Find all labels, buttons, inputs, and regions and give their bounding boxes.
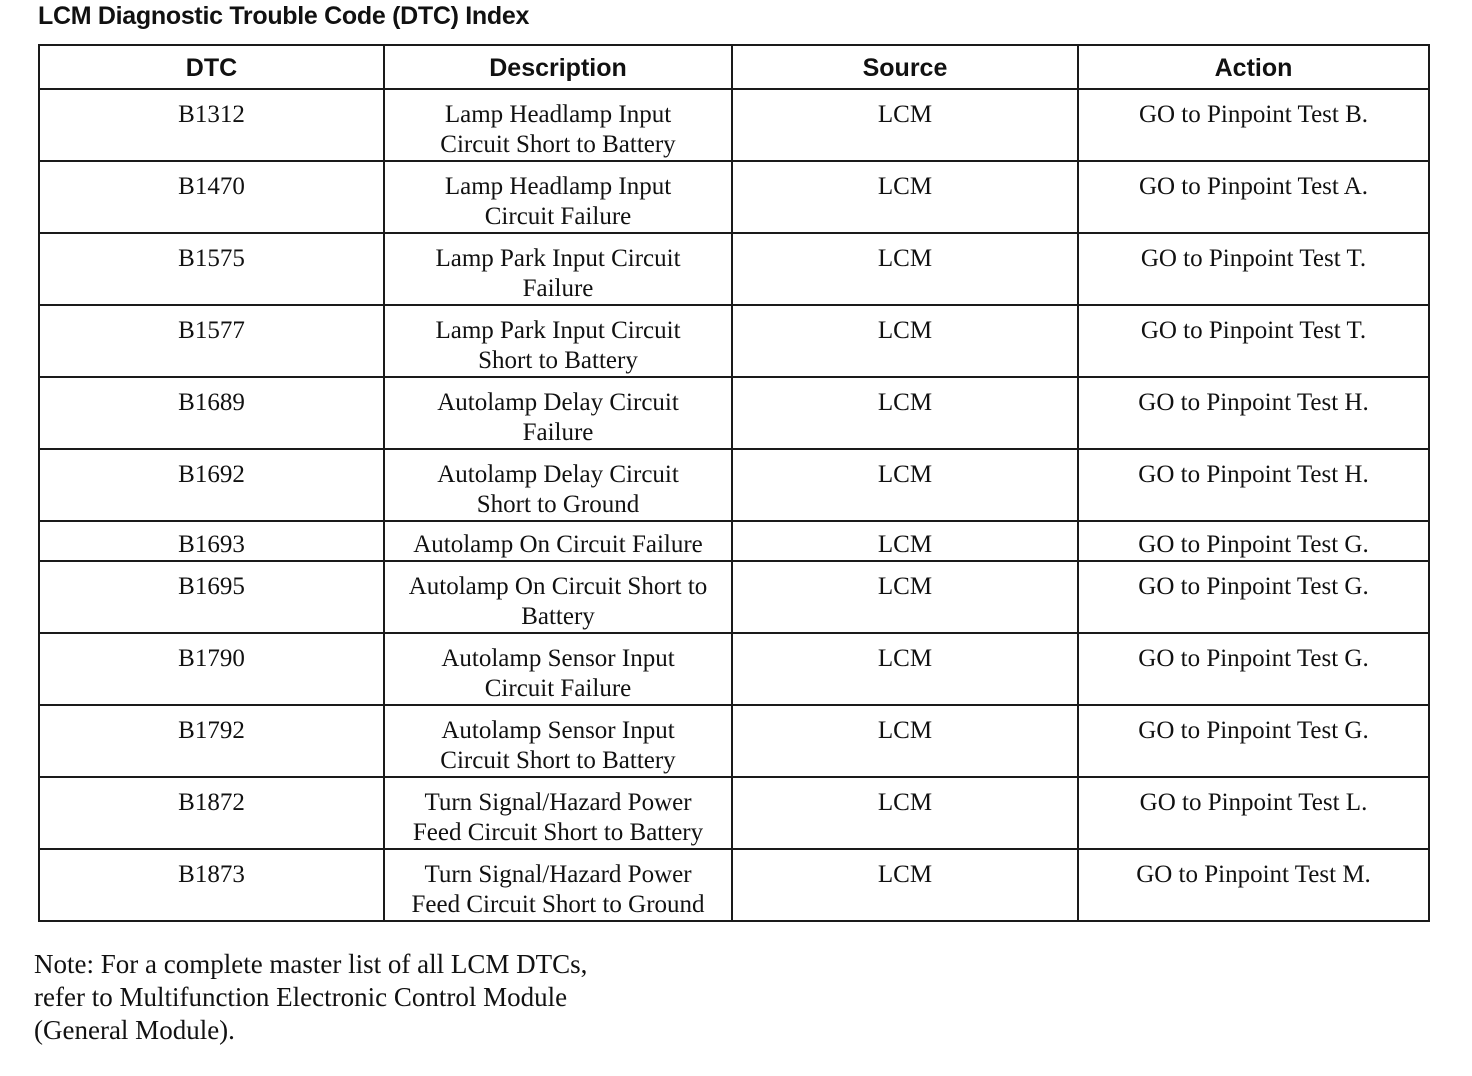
action-cell: GO to Pinpoint Test A. xyxy=(1078,161,1429,233)
description-line: Short to Ground xyxy=(476,491,640,518)
description-line: Lamp Park Input Circuit xyxy=(435,317,681,344)
action-cell: GO to Pinpoint Test T. xyxy=(1078,233,1429,305)
table-row xyxy=(39,305,1429,377)
description-cell xyxy=(384,233,732,305)
description-line: Circuit Failure xyxy=(484,203,632,230)
dtc-index-table xyxy=(38,44,1430,922)
source-cell: LCM xyxy=(732,449,1078,521)
dtc-code-cell: B1575 xyxy=(39,233,384,305)
header-description: Description xyxy=(384,45,732,89)
source-cell: LCM xyxy=(732,161,1078,233)
dtc-code-cell: B1312 xyxy=(39,89,384,161)
description-cell xyxy=(384,633,732,705)
description-line: Circuit Short to Battery xyxy=(440,131,676,158)
dtc-code-cell: B1873 xyxy=(39,849,384,921)
action-cell: GO to Pinpoint Test B. xyxy=(1078,89,1429,161)
description-cell xyxy=(384,161,732,233)
description-cell xyxy=(384,521,732,561)
action-cell: GO to Pinpoint Test H. xyxy=(1078,377,1429,449)
dtc-code-cell: B1692 xyxy=(39,449,384,521)
description-cell xyxy=(384,449,732,521)
table-row xyxy=(39,705,1429,777)
table-row xyxy=(39,89,1429,161)
action-cell: GO to Pinpoint Test L. xyxy=(1078,777,1429,849)
source-cell: LCM xyxy=(732,561,1078,633)
header-source: Source xyxy=(732,45,1078,89)
description-line: Failure xyxy=(522,419,594,446)
table-row xyxy=(39,377,1429,449)
footnote-line: refer to Multifunction Electronic Control Module xyxy=(34,982,568,1012)
footnote-line: Note: For a complete master list of all LCM DTCs, xyxy=(34,949,588,979)
action-cell: GO to Pinpoint Test H. xyxy=(1078,449,1429,521)
table-row xyxy=(39,561,1429,633)
description-line: Autolamp Sensor Input xyxy=(441,645,675,672)
table-row xyxy=(39,777,1429,849)
footnote-line: (General Module). xyxy=(34,1015,235,1045)
description-cell xyxy=(384,377,732,449)
description-line: Failure xyxy=(522,275,594,302)
dtc-code-cell: B1792 xyxy=(39,705,384,777)
description-line: Autolamp Sensor Input xyxy=(441,717,675,744)
source-cell: LCM xyxy=(732,777,1078,849)
source-cell: LCM xyxy=(732,633,1078,705)
action-cell: GO to Pinpoint Test T. xyxy=(1078,305,1429,377)
description-line: Circuit Short to Battery xyxy=(440,747,676,774)
description-cell xyxy=(384,561,732,633)
description-line: Feed Circuit Short to Battery xyxy=(412,819,704,846)
table-row xyxy=(39,161,1429,233)
table-row xyxy=(39,449,1429,521)
dtc-code-cell: B1577 xyxy=(39,305,384,377)
table-row xyxy=(39,633,1429,705)
table-header xyxy=(39,45,1429,89)
description-cell xyxy=(384,305,732,377)
description-line: Circuit Failure xyxy=(484,675,632,702)
header-row xyxy=(39,45,1429,89)
source-cell: LCM xyxy=(732,705,1078,777)
description-line: Short to Battery xyxy=(478,347,638,374)
description-line: Lamp Headlamp Input xyxy=(444,173,672,200)
source-cell: LCM xyxy=(732,233,1078,305)
header-dtc: DTC xyxy=(39,45,384,89)
header-action: Action xyxy=(1078,45,1429,89)
description-line: Autolamp Delay Circuit xyxy=(437,461,679,488)
dtc-code-cell: B1693 xyxy=(39,521,384,561)
table-row xyxy=(39,849,1429,921)
table-row xyxy=(39,233,1429,305)
dtc-code-cell: B1872 xyxy=(39,777,384,849)
source-cell: LCM xyxy=(732,89,1078,161)
description-cell xyxy=(384,705,732,777)
description-line: Turn Signal/Hazard Power xyxy=(424,861,692,888)
action-cell: GO to Pinpoint Test G. xyxy=(1078,561,1429,633)
description-line: Turn Signal/Hazard Power xyxy=(424,789,692,816)
description-line: Lamp Headlamp Input xyxy=(444,101,672,128)
description-cell xyxy=(384,777,732,849)
description-line: Battery xyxy=(521,603,595,630)
action-cell: GO to Pinpoint Test G. xyxy=(1078,521,1429,561)
footnote xyxy=(34,948,674,1047)
source-cell: LCM xyxy=(732,305,1078,377)
dtc-code-cell: B1689 xyxy=(39,377,384,449)
table-body xyxy=(39,89,1429,921)
description-line: Autolamp On Circuit Short to xyxy=(408,573,708,600)
dtc-code-cell: B1470 xyxy=(39,161,384,233)
description-line: Lamp Park Input Circuit xyxy=(435,245,681,272)
source-cell: LCM xyxy=(732,849,1078,921)
dtc-code-cell: B1790 xyxy=(39,633,384,705)
action-cell: GO to Pinpoint Test G. xyxy=(1078,705,1429,777)
action-cell: GO to Pinpoint Test M. xyxy=(1078,849,1429,921)
description-line: Feed Circuit Short to Ground xyxy=(411,891,705,918)
table-row xyxy=(39,521,1429,561)
dtc-code-cell: B1695 xyxy=(39,561,384,633)
description-line: Autolamp Delay Circuit xyxy=(437,389,679,416)
source-cell: LCM xyxy=(732,377,1078,449)
source-cell: LCM xyxy=(732,521,1078,561)
description-line: Autolamp On Circuit Failure xyxy=(413,531,703,558)
description-cell xyxy=(384,849,732,921)
description-cell xyxy=(384,89,732,161)
action-cell: GO to Pinpoint Test G. xyxy=(1078,633,1429,705)
page-title: LCM Diagnostic Trouble Code (DTC) Index xyxy=(38,2,530,30)
